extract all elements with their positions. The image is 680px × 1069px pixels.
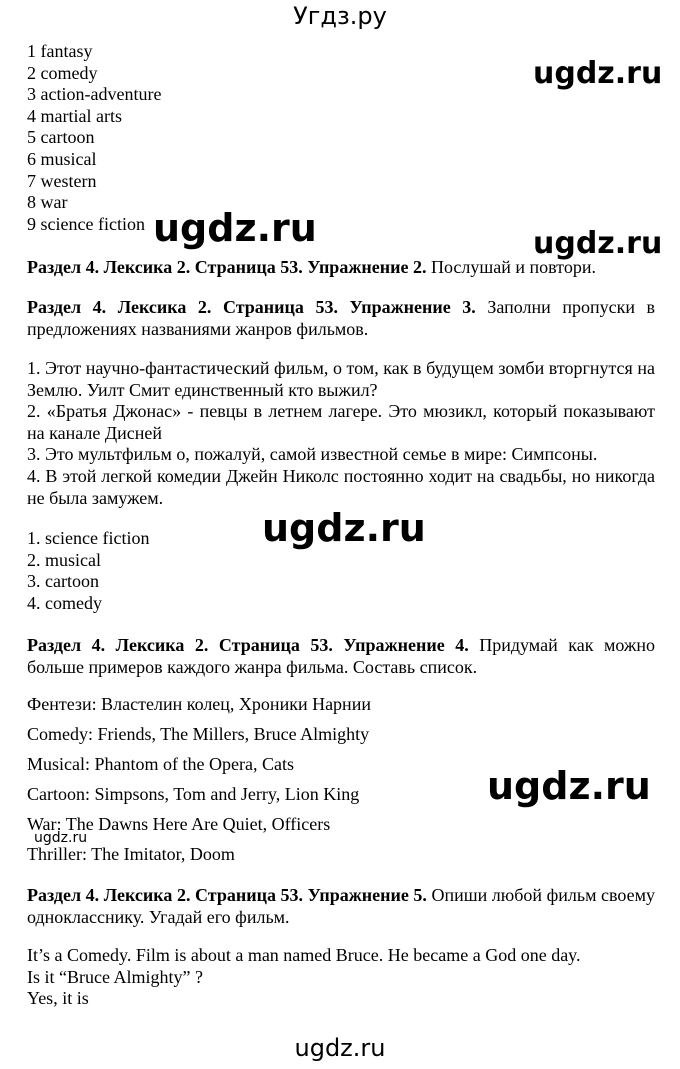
sentence: 4. В этой легкой комедии Джейн Николс постоянно ходит на свадьбы, но никогда не была замужем. [27, 466, 655, 508]
exercise-task: Послушай и повтори. [426, 257, 596, 277]
list-item: 9 science fiction [27, 213, 145, 234]
list-item: 1. science fiction [27, 528, 150, 548]
exercise-heading: Раздел 4. Лексика 2. Страница 53. Упражнение 3. [27, 297, 476, 317]
exercise-heading: Раздел 4. Лексика 2. Страница 53. Упражнение 2. [27, 257, 427, 277]
list-item: 1 fantasy [27, 41, 93, 61]
exercise-4 [27, 634, 655, 678]
list-item: 2 comedy [27, 62, 98, 83]
sentence: 1. Этот научно-фантастический фильм, о том, как в будущем зомби вторгнутся на Землю. Уилт Смит единственный кто выжил? [27, 358, 655, 400]
exercise-task: Придумай как можно больше примеров каждого жанра фильма. Составь список. [27, 635, 655, 677]
watermark: ugdz.ru [262, 506, 426, 550]
list-item: 6 musical [27, 148, 97, 169]
watermark: ugdz.ru [153, 206, 317, 250]
list-item: 4. comedy [27, 592, 102, 613]
list-item: 3. cartoon [27, 571, 99, 592]
sentence: 3. Это мультфильм о, пожалуй, самой известной семье в мире: Симпсоны. [27, 444, 598, 464]
site-title: Угдз.ру [293, 2, 387, 30]
dialog-line: Yes, it is [27, 988, 89, 1009]
exercise-3 [27, 296, 655, 340]
list-item: Comedy: Friends, The Millers, Bruce Almighty [27, 724, 370, 744]
exercise-task: Заполни пропуски в предложениях названиями жанров фильмов. [27, 297, 656, 339]
list-item: 2. musical [27, 549, 101, 570]
answers-list [27, 528, 149, 614]
list-item: 8 war [27, 192, 68, 213]
list-item: Musical: Phantom of the Opera, Cats [27, 754, 294, 774]
footer-watermark: ugdz.ru [294, 1034, 386, 1062]
exercise-heading: Раздел 4. Лексика 2. Страница 53. Упражнение 5. [27, 885, 427, 905]
list-item: Фентези: Властелин колец, Хроники Нарнии [27, 694, 371, 714]
list-item: Cartoon: Simpsons, Tom and Jerry, Lion King [27, 784, 360, 804]
exercise-task: Опиши любой фильм своему однокласснику. Угадай его фильм. [27, 885, 655, 927]
list-item: 3 action-adventure [27, 84, 162, 105]
list-item: 4 martial arts [27, 105, 122, 126]
exercise-5 [27, 884, 655, 928]
list-item: 7 western [27, 170, 97, 191]
list-item: War: The Dawns Here Are Quiet, Officers [27, 814, 331, 834]
watermark: ugdz.ru [34, 830, 88, 846]
list-item: Thriller: The Imitator, Doom [27, 844, 235, 864]
dialog-line: Is it “Bruce Almighty” ? [27, 966, 203, 987]
watermark: ugdz.ru [487, 764, 651, 808]
dialog-line: It’s a Comedy. Film is about a man named Bruce. He became a God one day. [27, 945, 581, 965]
dialog [27, 945, 581, 1010]
genres-list [27, 41, 161, 235]
sentence: 2. «Братья Джонас» - певцы в летнем лагере. Это мюзикл, который показывают на канале Дисней [27, 401, 655, 443]
list-item: 5 cartoon [27, 127, 95, 148]
watermark: ugdz.ru [533, 226, 663, 261]
exercise-heading: Раздел 4. Лексика 2. Страница 53. Упражнение 4. [27, 635, 469, 655]
exercise-2 [27, 256, 655, 278]
watermark: ugdz.ru [533, 56, 663, 91]
